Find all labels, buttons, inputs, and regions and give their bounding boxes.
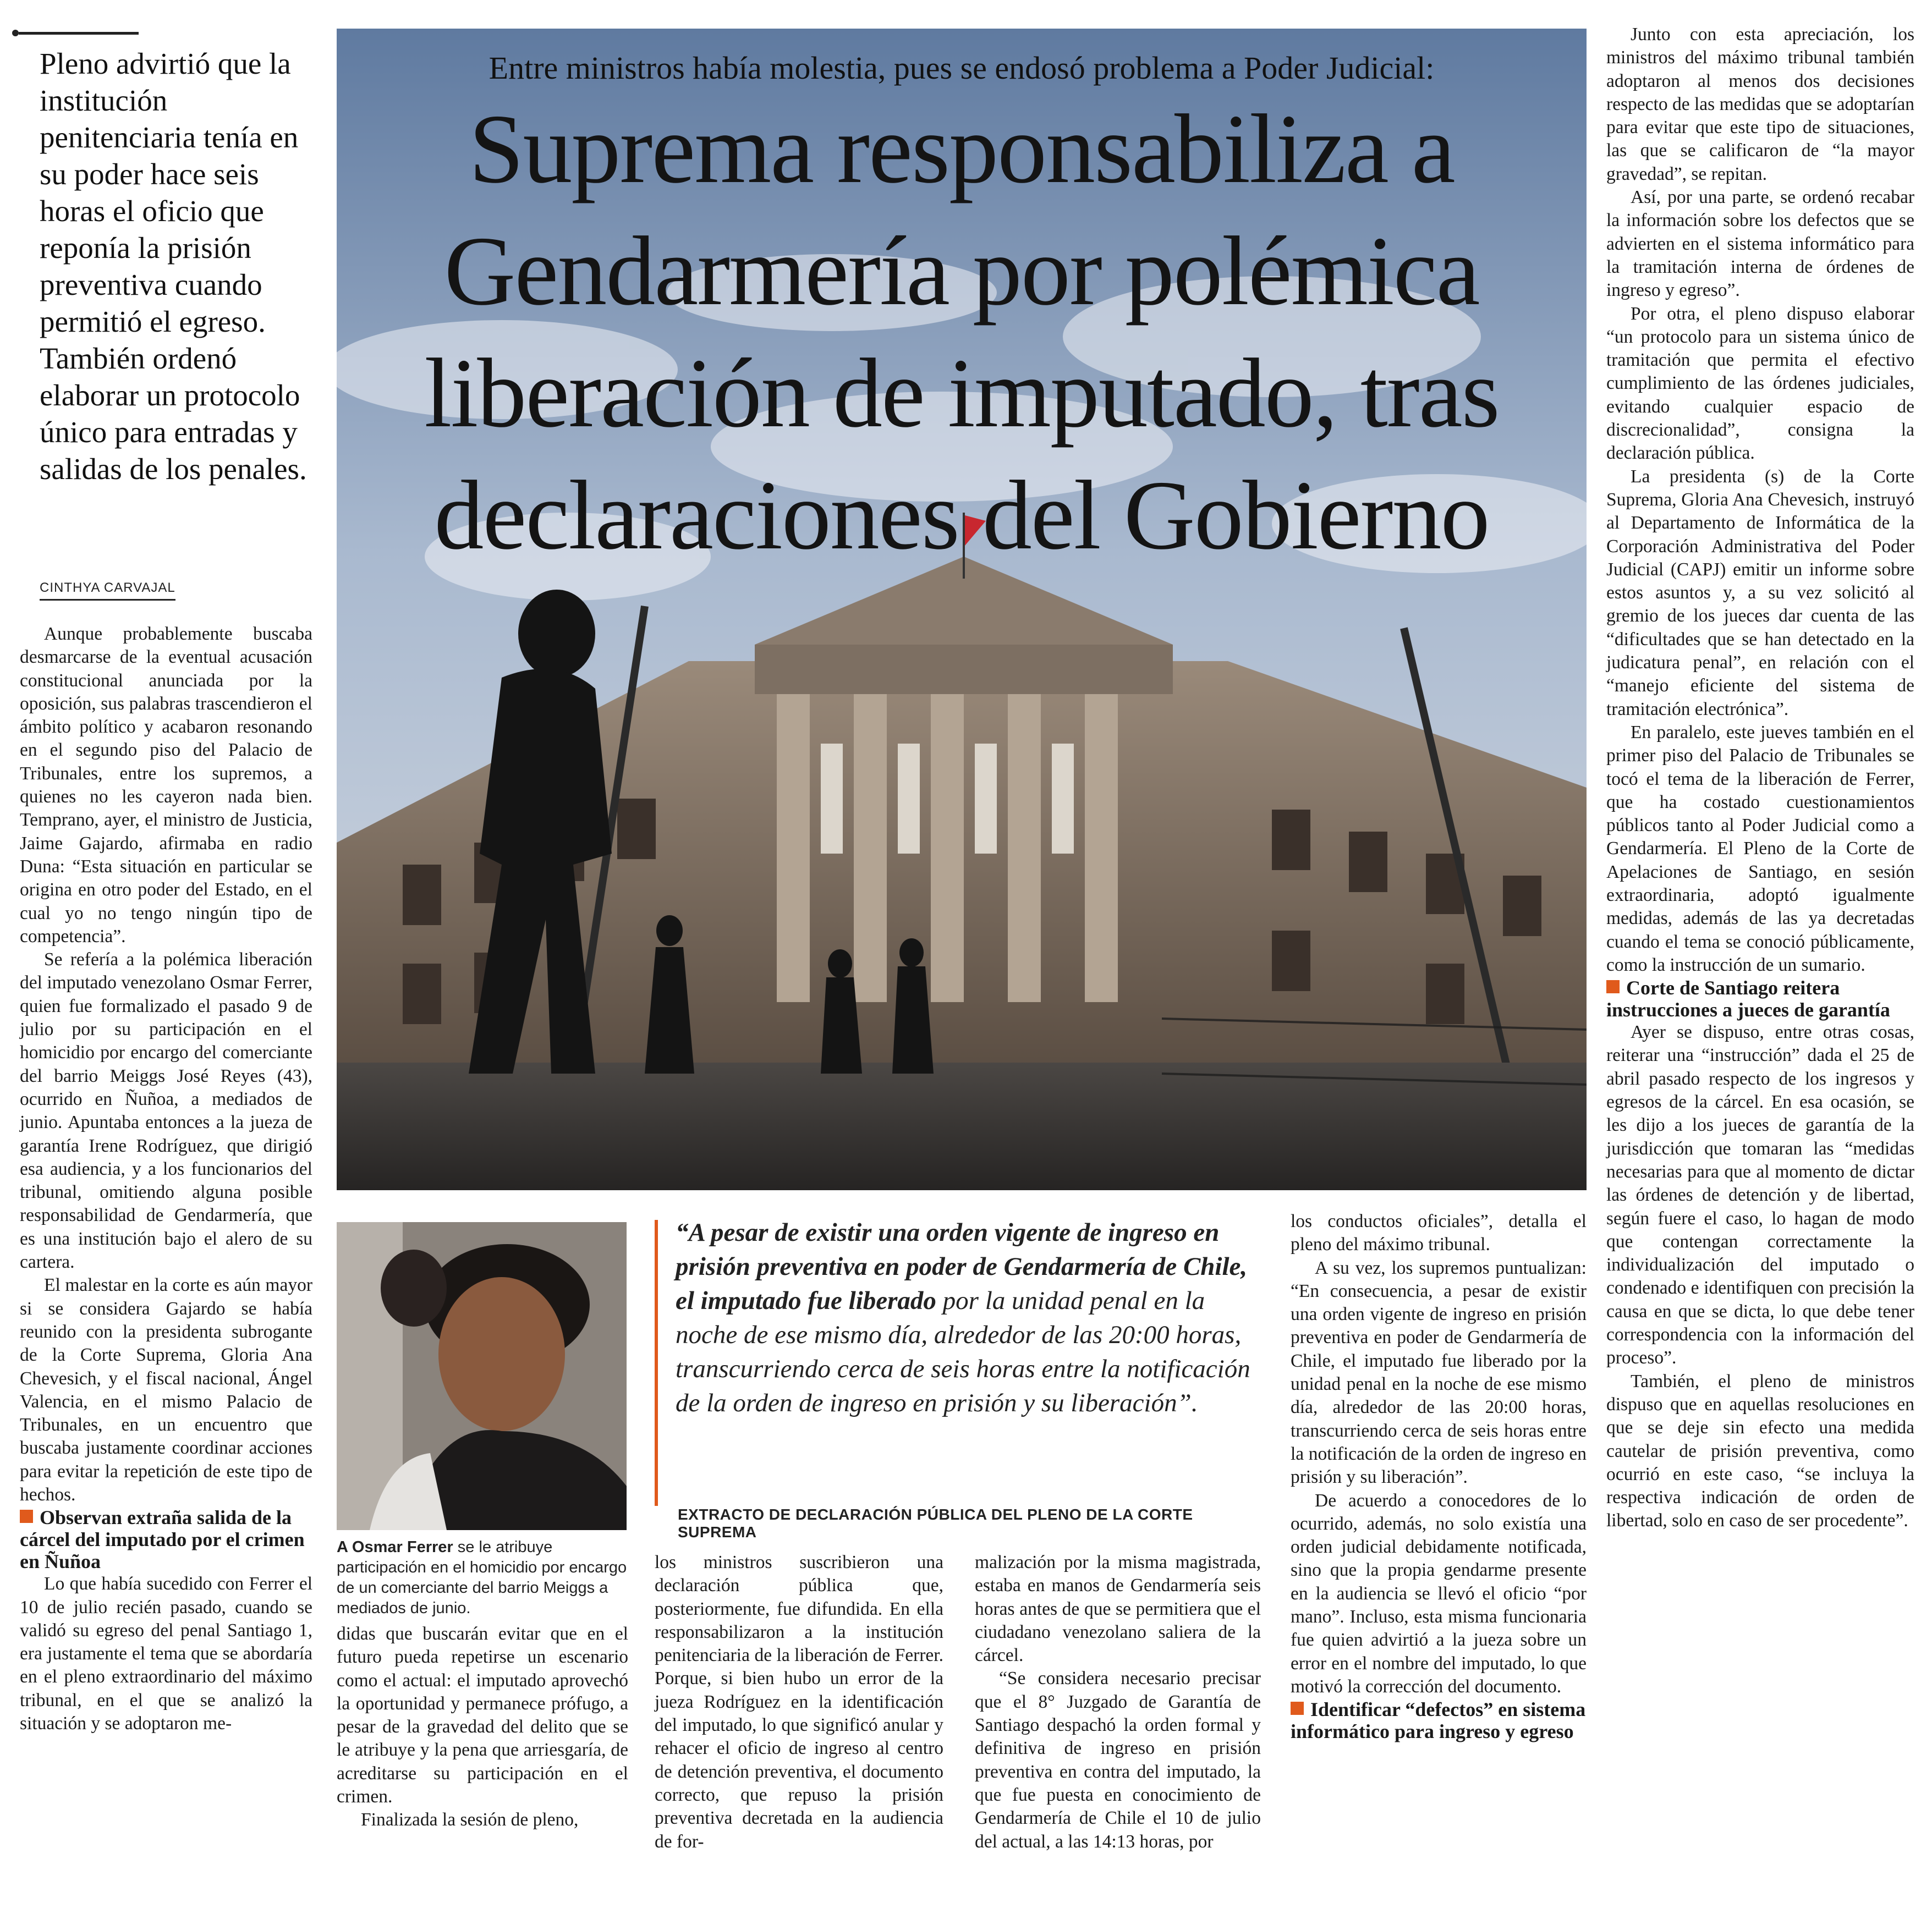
- column-4: [975, 1551, 1261, 1854]
- paragraph: Aunque probablemente buscaba desmarcarse de la eventual acusación constitucional anunciada por la oposición, sus palabras trascendieron el ámbito político y acabaron resonando en el segundo piso del Palacio de Tribunales, entre los supremos, a quienes no les cayeron nada bien. Temprano, ayer, el ministro de Justicia, Jaime Gajardo, afirmaba en radio Duna: “Esta situación en particular se origina en otro poder del Estado, en el cual yo no tengo ningún tipo de competencia”.: [20, 624, 312, 947]
- subhead: [1291, 1698, 1587, 1742]
- paragraph: Ayer se dispuso, entre otras cosas, reiterar una “instrucción” dada el 25 de abril pasado respecto de los ingresos y egresos de la cárcel. En esa ocasión, se les dijo a los jueces de garantía de la jurisdicción que tomaran las “medidas necesarias para que al momento de dictar las órdenes de detención y de libertad, según fuere el caso, lo hagan de modo que contengan correctamente la individualización del imputado o condenado e identifiquen con precisión la causa en que se dicta, lo que debe tener correspondencia con la información del proceso”.: [1606, 1022, 1914, 1368]
- paragraph: En paralelo, este jueves también en el primer piso del Palacio de Tribunales se tocó el tema de la liberación de Ferrer, que ha costado cuestionamientos públicos tanto al Poder Judicial como a Gendarmería. El Pleno de la Corte de Apelaciones de Santiago, en sesión extraordinaria, adoptó igualmente medidas, además de las ya decretadas cuando el tema se conoció públicamente, como la instrucción de un sumario.: [1606, 722, 1914, 975]
- headline: Suprema responsabiliza a Gendarmería por polémica liberación de imputado, tras declaraciones del Gobierno: [424, 94, 1499, 570]
- paragraph: El malestar en la corte es aún mayor si se considera Gajardo se había reunido con la presidenta subrogante de la Corte Suprema, Gloria Ana Chevesich, y el fiscal nacional, Ángel Valencia, en el mismo Palacio de Tribunales, en un encuentro que buscaba justamente coordinar acciones para evitar la repetición de este tipo de hechos.: [20, 1275, 312, 1505]
- square-bullet-icon: [20, 1510, 33, 1523]
- paragraph: los conductos oficiales”, detalla el pleno del máximo tribunal.: [1291, 1211, 1587, 1255]
- paragraph: Lo que había sucedido con Ferrer el 10 de julio recién pasado, cuando se validó su egreso del penal Santiago 1, era justamente el tema que se abordaría en el pleno extraordinario del máximo tribunal, en el que se analizó la situación y se adoptaron me-: [20, 1574, 312, 1734]
- square-bullet-icon: [1291, 1702, 1304, 1715]
- kicker: Entre ministros había molestia, pues se endosó problema a Poder Judicial:: [489, 50, 1435, 86]
- subhead: [20, 1506, 312, 1572]
- paragraph: Se refería a la polémica liberación del imputado venezolano Osmar Ferrer, quien fue formalizado el pasado 9 de julio por su participación en el homicidio por encargo del comerciante del barrio Meiggs José Reyes (43), ocurrido en Ñuñoa, a mediados de junio. Apuntaba entonces a la jueza de garantía Irene Rodríguez, que dirigió esa audiencia, y a los funcionarios del tribunal, omitiendo alguna posible responsabilidad de Gendarmería, que es una institución bajo el alero de su cartera.: [20, 949, 312, 1273]
- subhead: [1606, 977, 1914, 1021]
- pull-quote-rest: por la unidad penal en la noche de ese mismo día, alrededor de las 20:00 horas, transcurriendo cerca de seis horas entre la notificación de la orden de ingreso en prisión y su liberación”.: [676, 1286, 1250, 1417]
- column-5: [1291, 1210, 1587, 1742]
- square-bullet-icon: [1606, 980, 1620, 993]
- paragraph: “Se considera necesario precisar que el 8° Juzgado de Garantía de Santiago despachó la orden formal y definitiva de ingreso en prisión preventiva en contra del imputado, la que fue puesta en conocimiento de Gendarmería de Chile el 10 de julio del actual, a las 14:13 horas, por: [975, 1668, 1261, 1852]
- pull-quote: [676, 1216, 1270, 1420]
- paragraph: La presidenta (s) de la Corte Suprema, Gloria Ana Chevesich, instruyó al Departamento de Informática de la Corporación Administrativa del Poder Judicial (CAPJ) emitir un informe sobre estos asuntos y, a su vez solicitó al gremio de los jueces dar cuenta de las “dificultades que se han detectado en la judicatura penal”, en relación con el “manejo eficiente del sistema de tramitación electrónica”.: [1606, 466, 1914, 719]
- paragraph: Junto con esta apreciación, los ministros del máximo tribunal también adoptaron al menos dos decisiones respecto de las medidas que se adoptarían para evitar que este tipo de situaciones, las que se calificaron de “la mayor gravedad”, se repitan.: [1606, 24, 1914, 184]
- paragraph: A su vez, los supremos puntualizan: “En consecuencia, a pesar de existir una orden vigente de ingreso en prisión preventiva en poder de Gendarmería de Chile, el imputado fue liberado por la unidad penal en la noche de ese mismo día, alrededor de las 20:00 horas, transcurriendo cerca de seis horas entre la notificación de la orden de ingreso en prisión y su liberación”.: [1291, 1257, 1587, 1488]
- paragraph: Así, por una parte, se ordenó recabar la información sobre los defectos que se advierten en el sistema informático para la tramitación interna de órdenes de ingreso y egreso”.: [1606, 187, 1914, 301]
- paragraph: Por otra, el pleno dispuso elaborar “un protocolo para un sistema único de tramitación que permita el efectivo cumplimiento de las órdenes judiciales, evitando cualquier espacio de discrecionalidad”, consigna la declaración pública.: [1606, 303, 1914, 464]
- subhead-text: Identificar “defectos” en sistema informático para ingreso y egreso: [1291, 1698, 1586, 1743]
- subhead-text: Corte de Santiago reitera instrucciones a jueces de garantía: [1606, 977, 1890, 1021]
- top-rule: [19, 32, 139, 35]
- byline: CINTHYA CARVAJAL: [40, 580, 175, 601]
- column-3: [655, 1551, 943, 1854]
- column-1: [20, 623, 312, 1735]
- subhead-text: Observan extraña salida de la cárcel del imputado por el crimen en Ñuñoa: [20, 1506, 305, 1573]
- caption-name: A Osmar Ferrer: [337, 1538, 453, 1556]
- column-2: [337, 1623, 628, 1832]
- pull-quote-bold: “A pesar de existir una orden vigente de ingreso en prisión preventiva en poder de Gendarmería de Chile, el imputado fue liberado: [676, 1218, 1248, 1315]
- paragraph: los ministros suscribieron una declaración pública que, posteriormente, fue difundida. En ella responsabilizaron a la institución penitenciaria de la liberación de Ferrer. Porque, si bien hubo un error de la jueza Rodríguez en la identificación del imputado, lo que significó anular y rehacer el oficio de ingreso al centro de detención preventiva, el documento correcto, que repuso la prisión preventiva decretada en la audiencia de for-: [655, 1552, 943, 1852]
- paragraph: didas que buscarán evitar que en el futuro pueda repetirse un escenario como el actual: el imputado aprovechó la oportunidad y permanece prófugo, a pesar de la gravedad del delito que se le atribuye y la pena que arriesgaría, de acreditarse su participación en el crimen.: [337, 1624, 628, 1807]
- portrait-photo: [337, 1222, 627, 1530]
- caption-text: se le atribuye participación en el homicidio por encargo de un comerciante del barrio Meiggs a mediados de junio.: [337, 1538, 627, 1617]
- photo-caption: [337, 1537, 634, 1619]
- quote-bar: [655, 1220, 658, 1506]
- quote-attribution: EXTRACTO DE DECLARACIÓN PÚBLICA DEL PLENO DE LA CORTE SUPREMA: [678, 1506, 1193, 1541]
- paragraph: malización por la misma magistrada, estaba en manos de Gendarmería seis horas antes de que se permitiera que el ciudadano venezolano saliera de la cárcel.: [975, 1552, 1261, 1666]
- paragraph: Finalizada la sesión de pleno,: [361, 1810, 579, 1830]
- column-6: [1606, 23, 1914, 1533]
- paragraph: De acuerdo a conocedores de lo ocurrido, además, no solo existía una orden judicial debidamente notificada, sino que la propia gendarme presente en la audiencia se llevó el oficio “por mano”. Incluso, esta misma funcionaria fue quien advirtió a la jueza sobre un error en el nombre del imputado, lo que motivó la corrección del documento.: [1291, 1490, 1587, 1697]
- lead-summary: Pleno advirtió que la institución penitenciaria tenía en su poder hace seis horas el oficio que reponía la prisión preventiva cuando permitió el egreso. También ordenó elaborar un protocolo único para entradas y salidas de los penales.: [40, 47, 307, 486]
- paragraph: También, el pleno de ministros dispuso que en aquellas resoluciones en que se deje sin efecto una medida cautelar de prisión preventiva, como ocurrió en este caso, “se incluya la respectiva indicación de orden de libertad, solo en caso de ser procedente”.: [1606, 1371, 1914, 1531]
